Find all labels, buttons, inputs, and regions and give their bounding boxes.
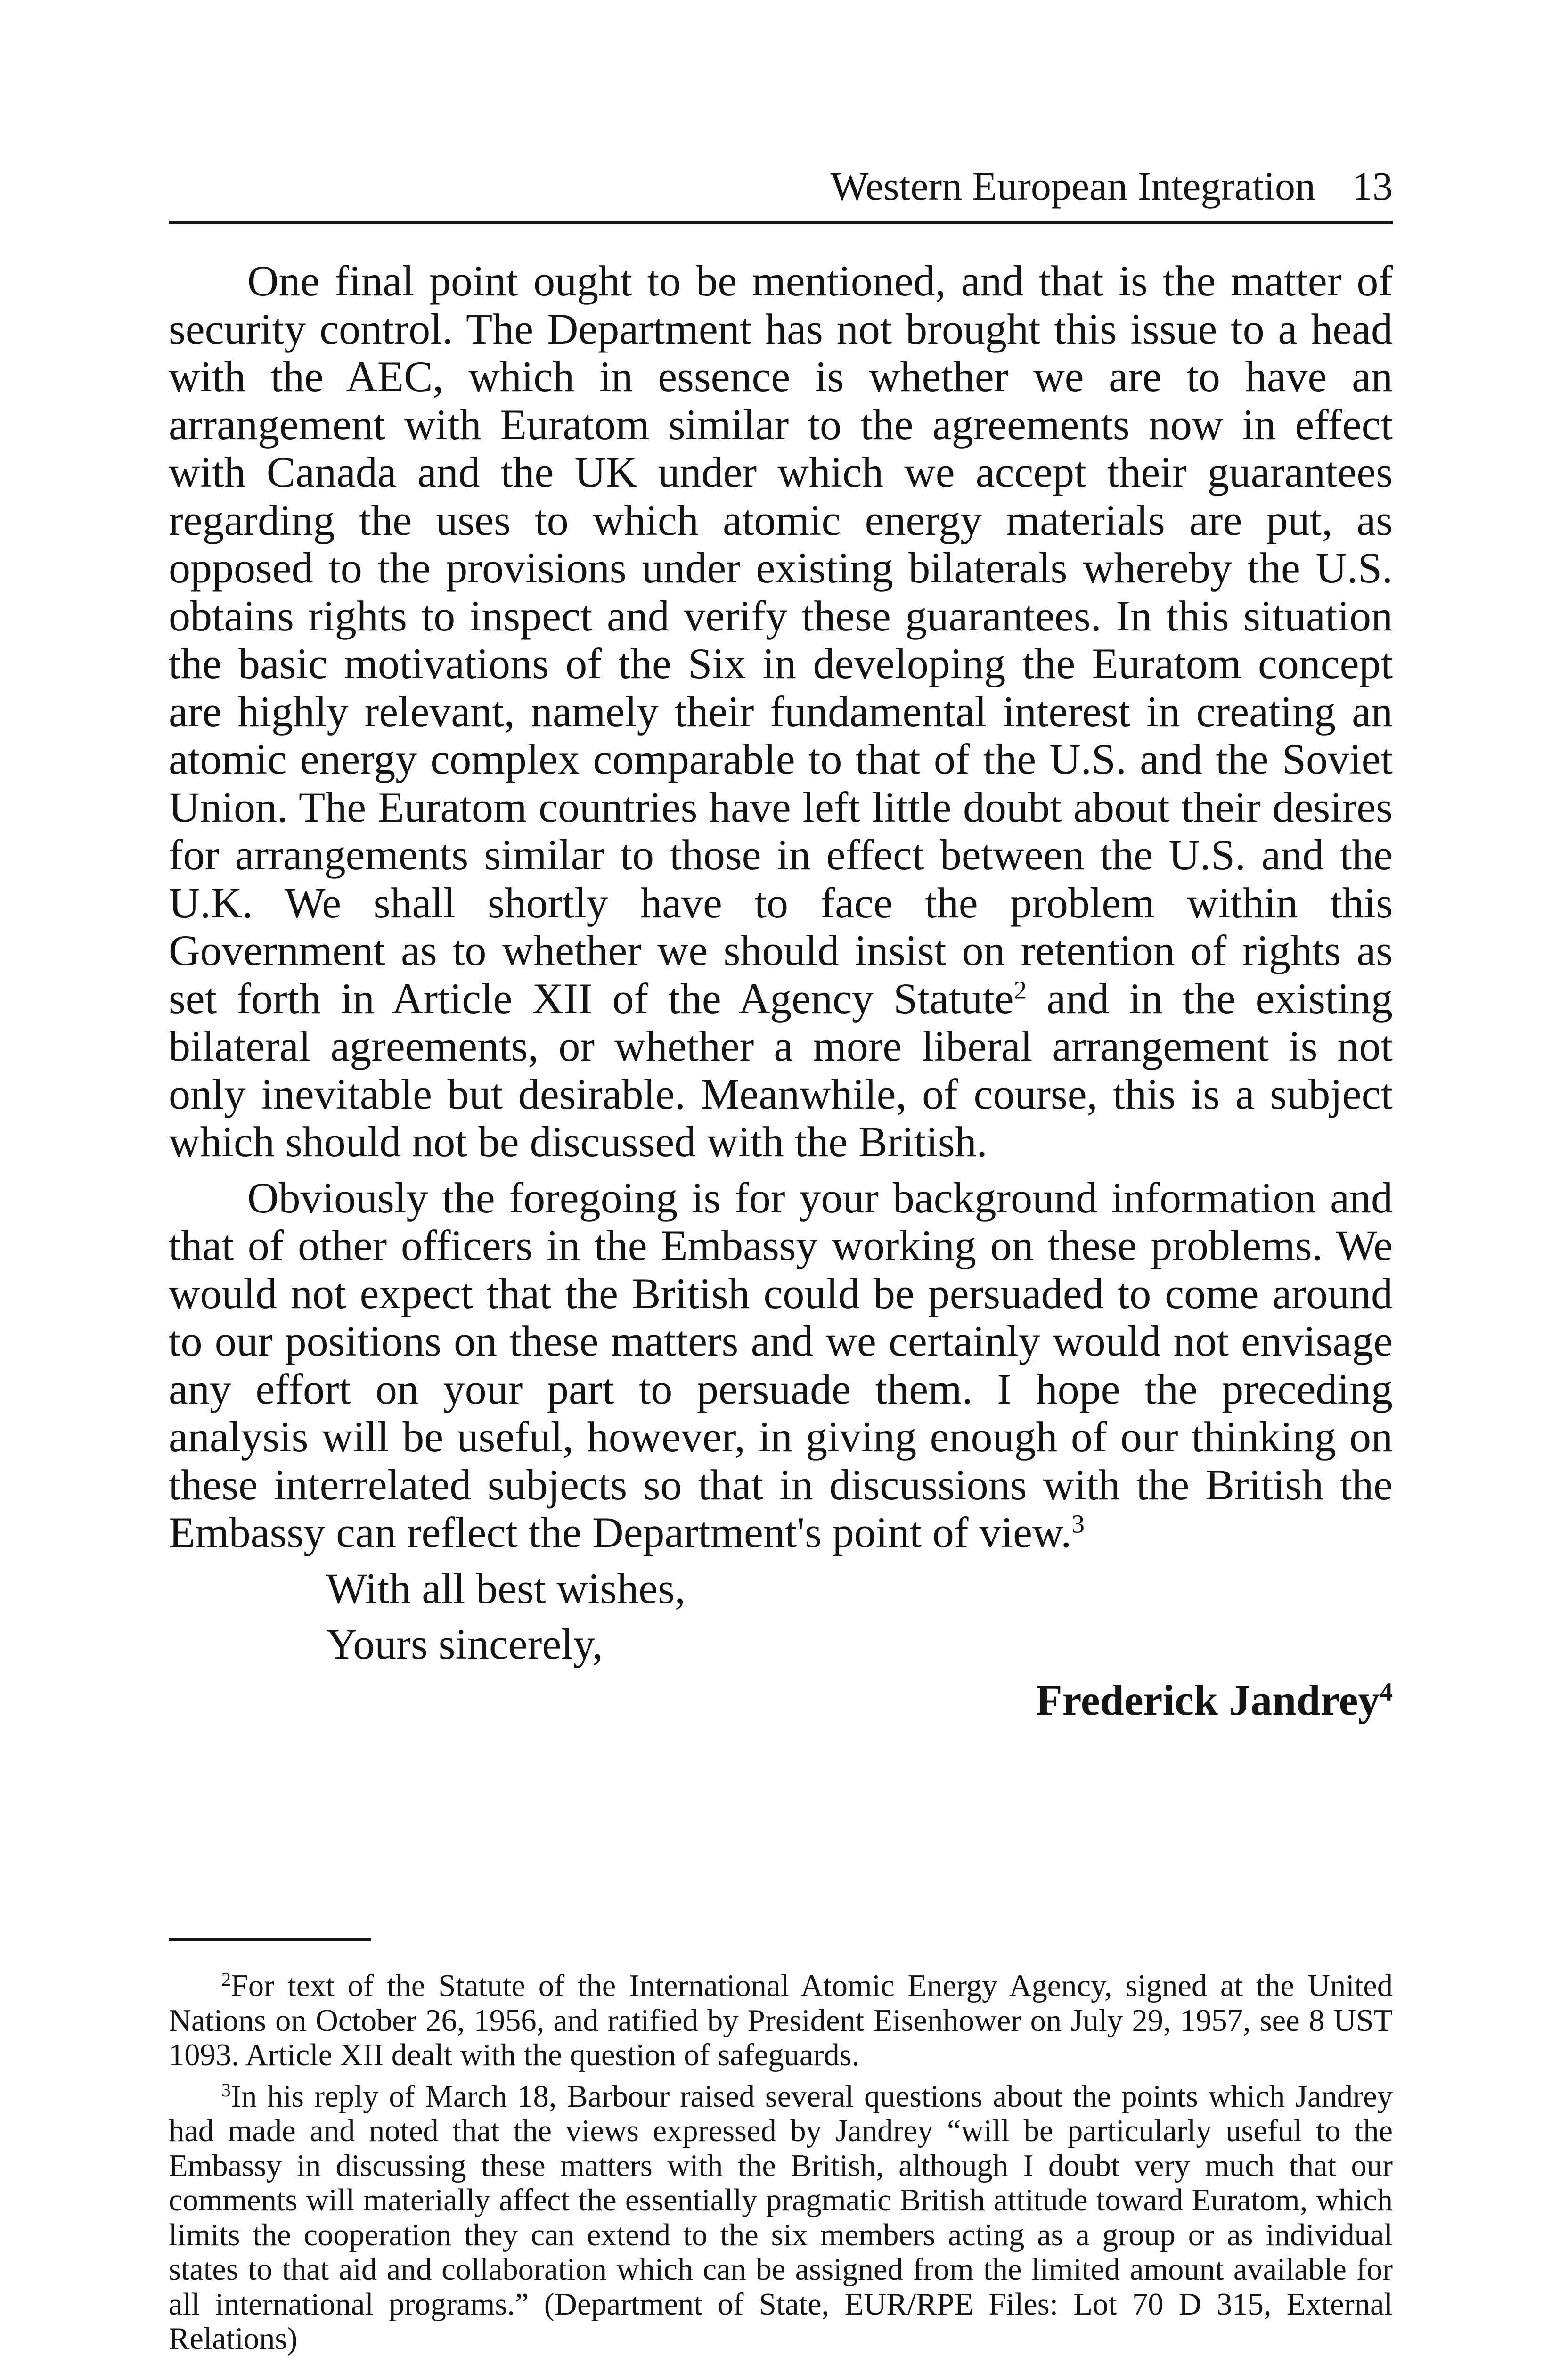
paragraph-text-continued: and in the existing bilateral agreements, or whether a more liberal arrangement is not only inevitable but desirable. Meanwhile, of course, this is a subject which should not be discussed with the British.: [169, 974, 1393, 1166]
closing-wishes: With all best wishes,: [326, 1564, 686, 1612]
footnote: [169, 1969, 1393, 2073]
footnote-ref-4: 4: [1380, 1677, 1393, 1706]
body-paragraph-background: [169, 1174, 1393, 1557]
footnote-ref-3: 3: [1071, 1509, 1085, 1538]
footnote-text: In his reply of March 18, Barbour raised several questions about the points which Jandrey had made and noted that the views expressed by Jandrey “will be particularly useful to the Embassy in discussing these matters with the British, although I doubt very much that our comments will materially affect the essentially pragmatic British attitude toward Euratom, which limits the cooperation they can extend to the six members acting as a group or as individual states to that aid and collaboration which can be assigned from the limited amount available for all international programs.” (Department of State, EUR/RPE Files: Lot 70 D 315, External Relations): [169, 2079, 1393, 2356]
footnote: [169, 2079, 1393, 2356]
body-paragraph-security-control: [169, 257, 1393, 1166]
signature-line: [169, 1677, 1393, 1725]
paragraph-text: One final point ought to be mentioned, and that is the matter of security control. The Department has not brought this issue to a head with the AEC, which in essence is whether we are to have an arrangement with Euratom similar to the agreements now in effect with Canada and the UK under which we accept their guarantees regarding the uses to which atomic energy materials are put, as opposed to the provisions under existing bilaterals whereby the U.S. obtains rights to inspect and verify these guarantees. In this situation the basic motivations of the Six in developing the Euratom concept are highly relevant, namely their fundamental interest in creating an atomic energy complex comparable to that of the U.S. and the Soviet Union. The Euratom countries have left little doubt about their desires for arrangements similar to those in effect between the U.S. and the U.K. We shall shortly have to face the problem within this Government as to whether we should insist on retention of rights as set forth in Article XII of the Agency Statute: [169, 257, 1393, 1023]
footnote-text: For text of the Statute of the International Atomic Energy Agency, signed at the United Nations on October 26, 1956, and ratified by President Eisenhower on July 29, 1957, see 8 UST 1093. Article XII dealt with the question of safeguards.: [169, 1969, 1393, 2072]
footnote-marker: 3: [221, 2079, 231, 2101]
footnotes: [169, 1969, 1393, 2356]
footnote-separator: [169, 1938, 371, 1941]
running-title: Western European Integration: [830, 164, 1315, 209]
letter-body: [169, 257, 1393, 1732]
header-rule: [169, 221, 1393, 224]
signature-name: Frederick Jandrey: [1036, 1676, 1380, 1724]
footnote-marker: 2: [221, 1969, 231, 1990]
page-number: 13: [1352, 164, 1393, 209]
closing-salutation: Yours sincerely,: [326, 1620, 603, 1668]
running-header: [169, 163, 1393, 210]
footnote-ref-2: 2: [1013, 975, 1027, 1005]
paragraph-text: Obviously the foregoing is for your background information and that of other officers in the Embassy working on these problems. We would not expect that the British could be persuaded to come around to our positions on these matters and we certainly would not envisage any effort on your part to persuade them. I hope the preceding analysis will be useful, however, in giving enough of our thinking on these interrelated subjects so that in discussions with the British the Embassy can reflect the Department's point of view.: [169, 1173, 1393, 1556]
